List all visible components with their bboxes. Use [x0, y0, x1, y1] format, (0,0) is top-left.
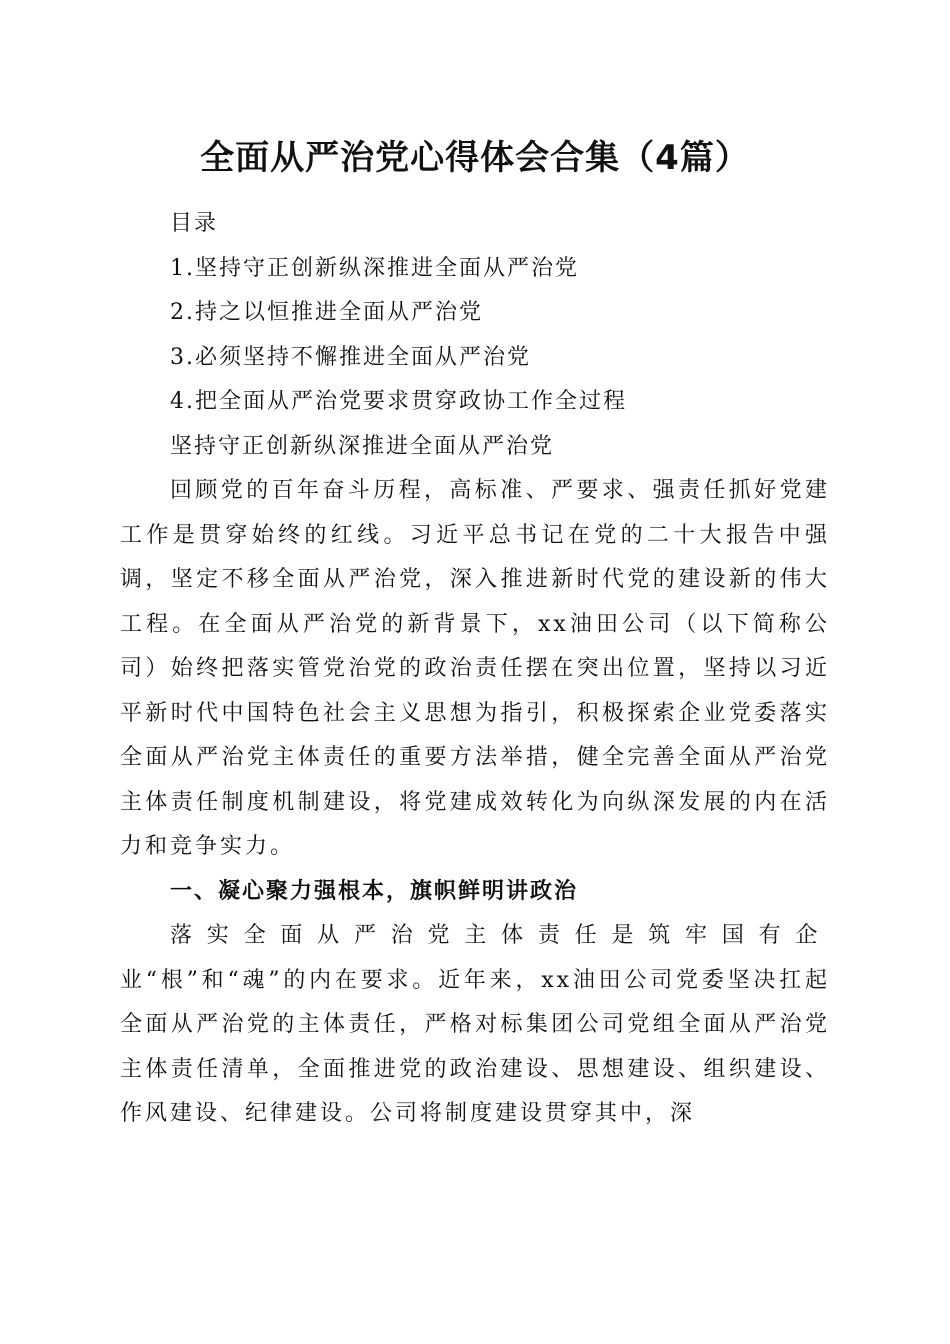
paragraph: 回顾党的百年奋斗历程，高标准、严要求、强责任抓好党建工作是贯穿始终的红线。习近平总书记在党的二十大报告中强调，坚定不移全面从严治党，深入推进新时代党的建设新的伟大工程。在全面从严治党的新背景下，xx油田公司（以下简称公司）始终把落实管党治党的政治责任摆在突出位置，坚持以习近平新时代中国特色社会主义思想为指引，积极探索企业党委落实全面从严治党主体责任的重要方法举措，健全完善全面从严治党主体责任制度机制建设，将党建成效转化为向纵深发展的内在活力和竞争实力。	[120, 478, 830, 859]
toc-item: 4.把全面从严治党要求贯穿政协工作全过程	[170, 389, 627, 414]
toc-item: 1.坚持守正创新纵深推进全面从严治党	[170, 255, 579, 281]
paragraph-continuation: 业“根”和“魂”的内在要求。近年来，xx油田公司党委坚决扛起全面从严治党的主体责任，严格对标集团公司党组全面从严治党主体责任清单，全面推进党的政治建设、思想建设、组织建设、作风建设、纪律建设。公司将制度建设贯穿其中，深	[120, 967, 830, 1126]
paragraph	[120, 914, 830, 1137]
article-title: 坚持守正创新纵深推进全面从严治党	[170, 433, 555, 459]
document-title: 全面从严治党心得体会合集（4篇）	[200, 138, 750, 178]
paragraph-first-line: 落实全面从严治党主体责任是筑牢国有企	[170, 923, 830, 948]
toc-item: 3.必须坚持不懈推进全面从严治党	[170, 344, 531, 370]
toc-label: 目录	[170, 211, 219, 236]
section-heading: 一、凝心聚力强根本，旗帜鲜明讲政治	[170, 878, 579, 904]
toc-item: 2.持之以恒推进全面从严治党	[170, 300, 483, 325]
document-body	[120, 202, 830, 1137]
